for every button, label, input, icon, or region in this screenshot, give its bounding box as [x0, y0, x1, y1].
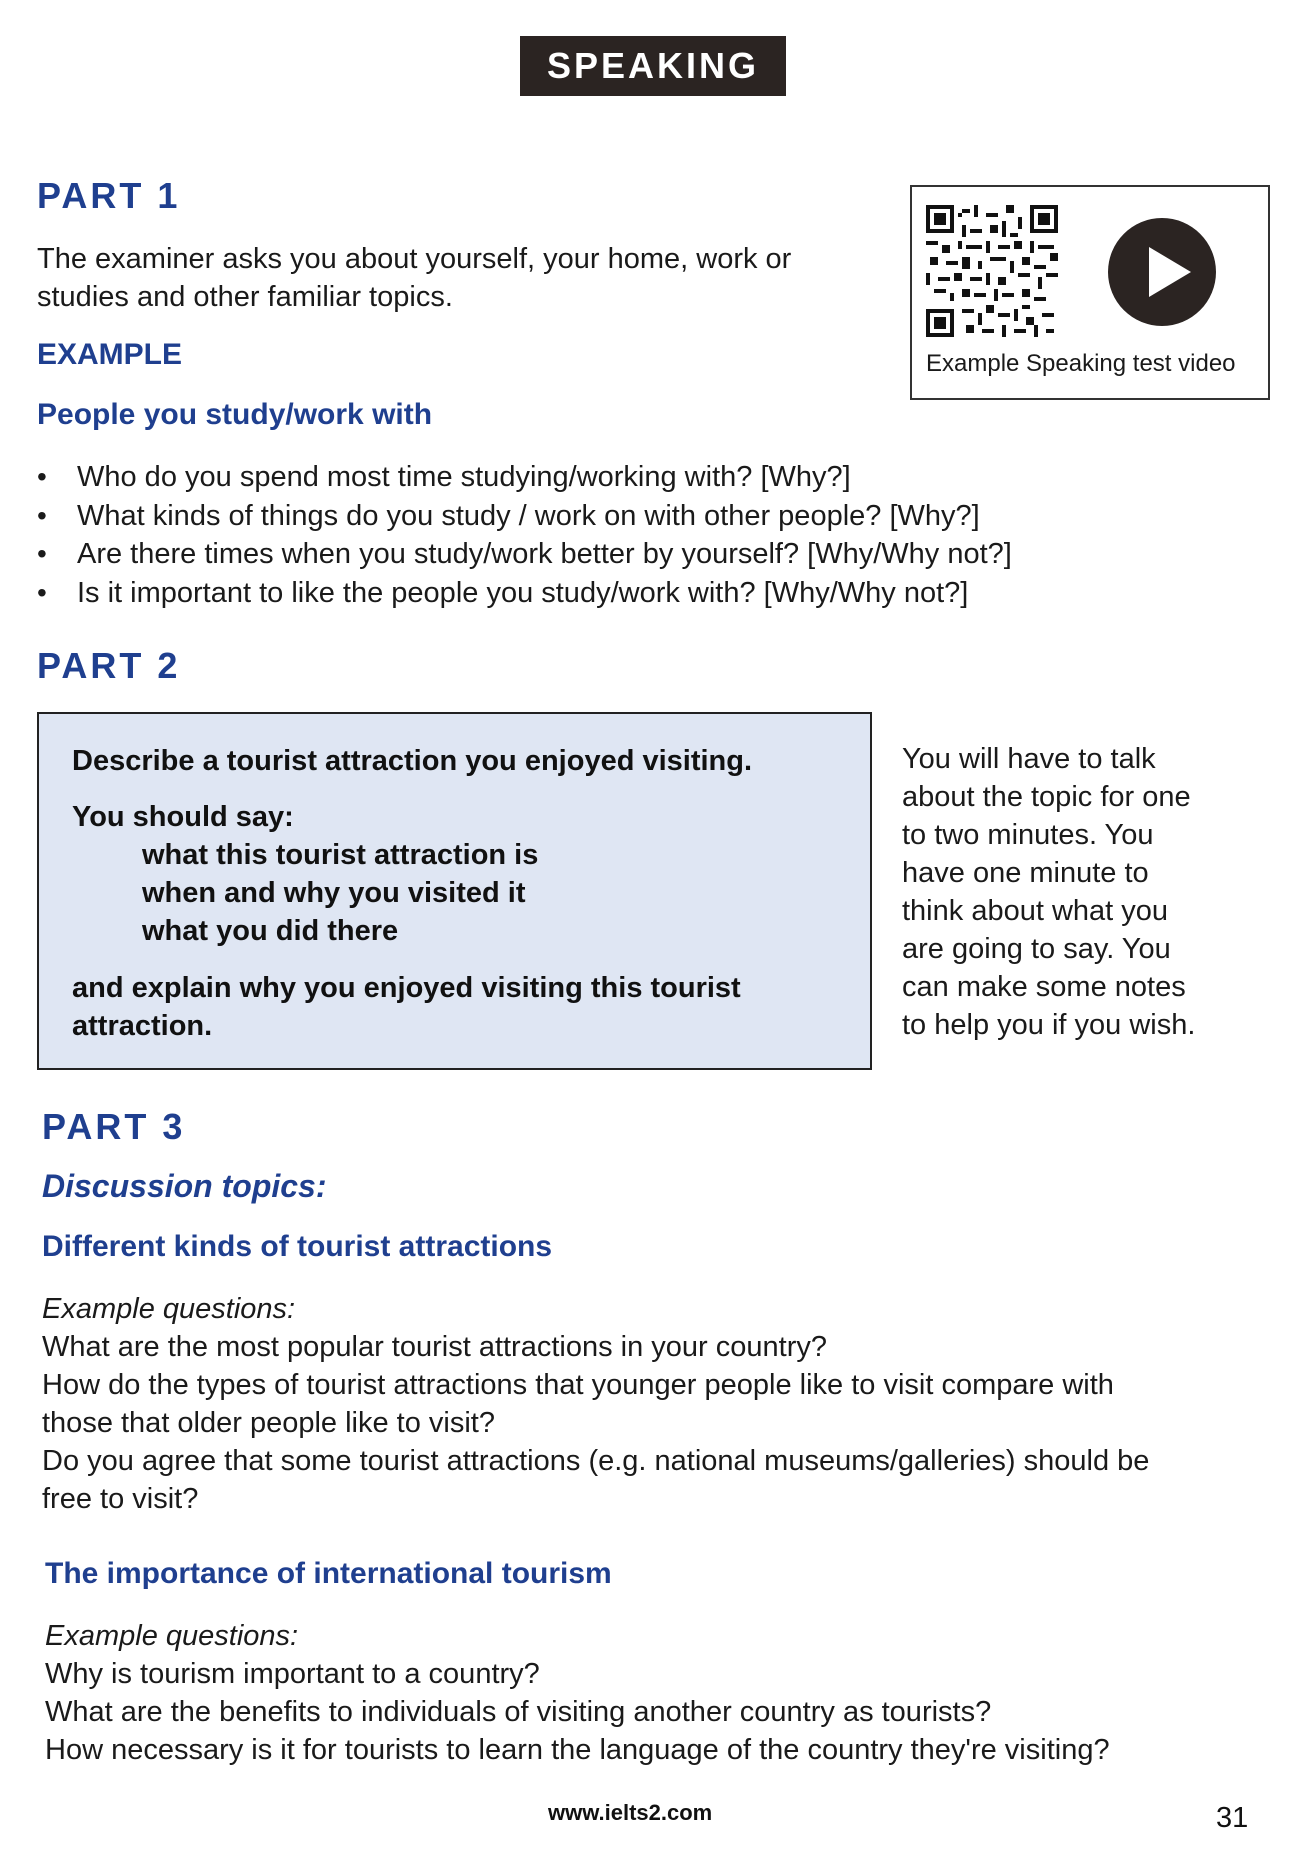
list-item: • Are there times when you study/work better by yourself? [Why/Why not?] [37, 535, 1237, 574]
question-line: free to visit? [42, 1483, 199, 1515]
cue-card-explain [72, 969, 741, 1045]
note-line: can make some notes [902, 971, 1186, 1003]
cue-card-points [142, 836, 538, 950]
part1-intro-line: studies and other familiar topics. [37, 281, 453, 313]
question-line: those that older people like to visit? [42, 1407, 495, 1439]
note-line: about the topic for one [902, 781, 1191, 813]
question-line: Do you agree that some tourist attractions (e.g. national museums/galleries) should be [42, 1445, 1150, 1477]
cue-point: what you did there [142, 915, 399, 947]
note-line: to help you if you wish. [902, 1009, 1196, 1041]
question-line: How do the types of tourist attractions that younger people like to visit compare with [42, 1369, 1114, 1401]
cue-explain-line: and explain why you enjoyed visiting this tourist [72, 972, 741, 1004]
cue-point: what this tourist attraction is [142, 839, 539, 871]
part2-note [902, 740, 1292, 1044]
section-title: SPEAKING [546, 45, 760, 86]
note-line: think about what you [902, 895, 1169, 927]
list-item: • What kinds of things do you study / work on with other people? [Why?] [37, 497, 1237, 536]
part1-question-list [37, 458, 1237, 612]
question-line: How necessary is it for tourists to learn the language of the country they're visiting? [45, 1734, 1110, 1766]
topic-heading: Different kinds of tourist attractions [42, 1230, 553, 1263]
qr-code-icon[interactable] [926, 205, 1058, 337]
video-link-box[interactable] [910, 185, 1270, 400]
play-icon[interactable] [1107, 217, 1217, 327]
part1-topic: People you study/work with [37, 398, 433, 431]
topic-questions [42, 1290, 1292, 1518]
part3-title: PART 3 [42, 1106, 186, 1147]
part1-intro [37, 240, 897, 316]
part1-title: PART 1 [37, 175, 181, 216]
video-caption: Example Speaking test video [926, 350, 1236, 377]
part1-example-label: EXAMPLE [37, 338, 183, 371]
footer-url[interactable]: www.ielts2.com [548, 1800, 713, 1825]
note-line: You will have to talk [902, 743, 1156, 775]
list-item: • Who do you spend most time studying/working with? [Why?] [37, 458, 1237, 497]
cue-card-heading: Describe a tourist attraction you enjoyed visiting. [72, 745, 753, 777]
page-number: 31 [1216, 1802, 1249, 1834]
note-line: are going to say. You [902, 933, 1171, 965]
cue-point: when and why you visited it [142, 877, 526, 909]
list-item: • Is it important to like the people you study/work with? [Why/Why not?] [37, 574, 1237, 613]
question-line: Why is tourism important to a country? [45, 1658, 540, 1690]
cue-explain-line: attraction. [72, 1010, 213, 1042]
cue-card [37, 712, 872, 1070]
section-header [520, 36, 786, 96]
question-line: What are the benefits to individuals of visiting another country as tourists? [45, 1696, 992, 1728]
part3-discussion-label: Discussion topics: [42, 1168, 327, 1204]
part1-intro-line: The examiner asks you about yourself, your home, work or [37, 243, 792, 275]
question-line: What are the most popular tourist attractions in your country? [42, 1331, 827, 1363]
example-questions-label: Example questions: [42, 1293, 296, 1325]
topic-questions [45, 1617, 1295, 1769]
topic-heading: The importance of international tourism [45, 1557, 612, 1590]
cue-card-should-say: You should say: [72, 801, 294, 833]
example-questions-label: Example questions: [45, 1620, 299, 1652]
part2-title: PART 2 [37, 645, 181, 686]
note-line: have one minute to [902, 857, 1149, 889]
note-line: to two minutes. You [902, 819, 1154, 851]
